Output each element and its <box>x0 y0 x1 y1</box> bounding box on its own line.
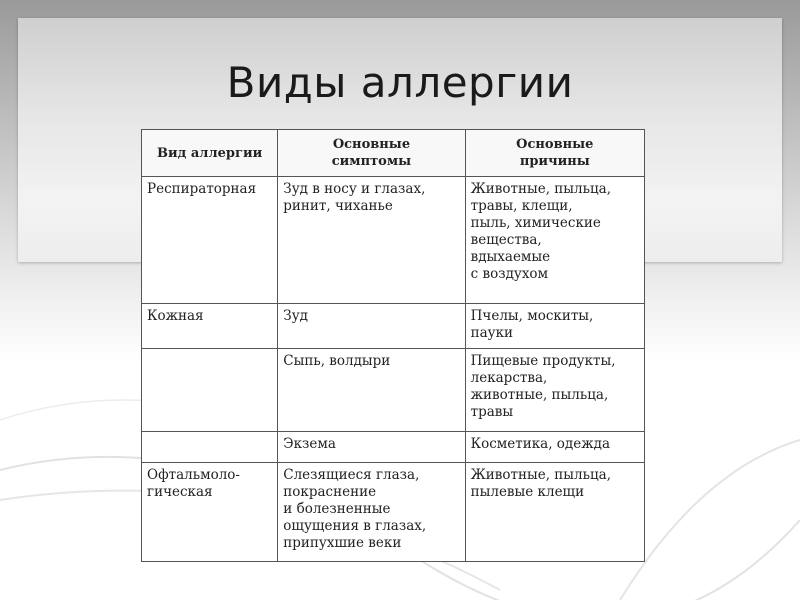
cell-type: Офтальмоло- гическая <box>142 463 278 562</box>
cell-symptoms: Экзема <box>278 432 465 463</box>
header-type: Вид аллергии <box>142 130 278 177</box>
cell-causes: Пчелы, москиты, пауки <box>465 304 644 349</box>
slide-title: Виды аллергии <box>226 58 574 107</box>
allergy-table <box>141 129 645 562</box>
header-symptoms: Основные симптомы <box>278 130 465 177</box>
cell-type: Кожная <box>142 304 278 349</box>
cell-type <box>142 349 278 432</box>
cell-causes: Животные, пыльца, пылевые клещи <box>465 463 644 562</box>
cell-causes: Пищевые продукты, лекарства, животные, пыльца, травы <box>465 349 644 432</box>
cell-causes: Животные, пыльца, травы, клещи, пыль, химические вещества, вдыхаемые с воздухом <box>465 177 644 304</box>
cell-causes: Косметика, одежда <box>465 432 644 463</box>
allergy-table-container <box>141 129 645 562</box>
table-row <box>142 349 645 432</box>
cell-type <box>142 432 278 463</box>
table-row <box>142 463 645 562</box>
cell-type: Респираторная <box>142 177 278 304</box>
cell-symptoms: Слезящиеся глаза, покраснение и болезненные ощущения в глазах, припухшие веки <box>278 463 465 562</box>
table-row <box>142 304 645 349</box>
table-row <box>142 432 645 463</box>
table-row <box>142 177 645 304</box>
header-causes: Основные причины <box>465 130 644 177</box>
cell-symptoms: Зуд в носу и глазах, ринит, чиханье <box>278 177 465 304</box>
table-header-row <box>142 130 645 177</box>
cell-symptoms: Сыпь, волдыри <box>278 349 465 432</box>
cell-symptoms: Зуд <box>278 304 465 349</box>
